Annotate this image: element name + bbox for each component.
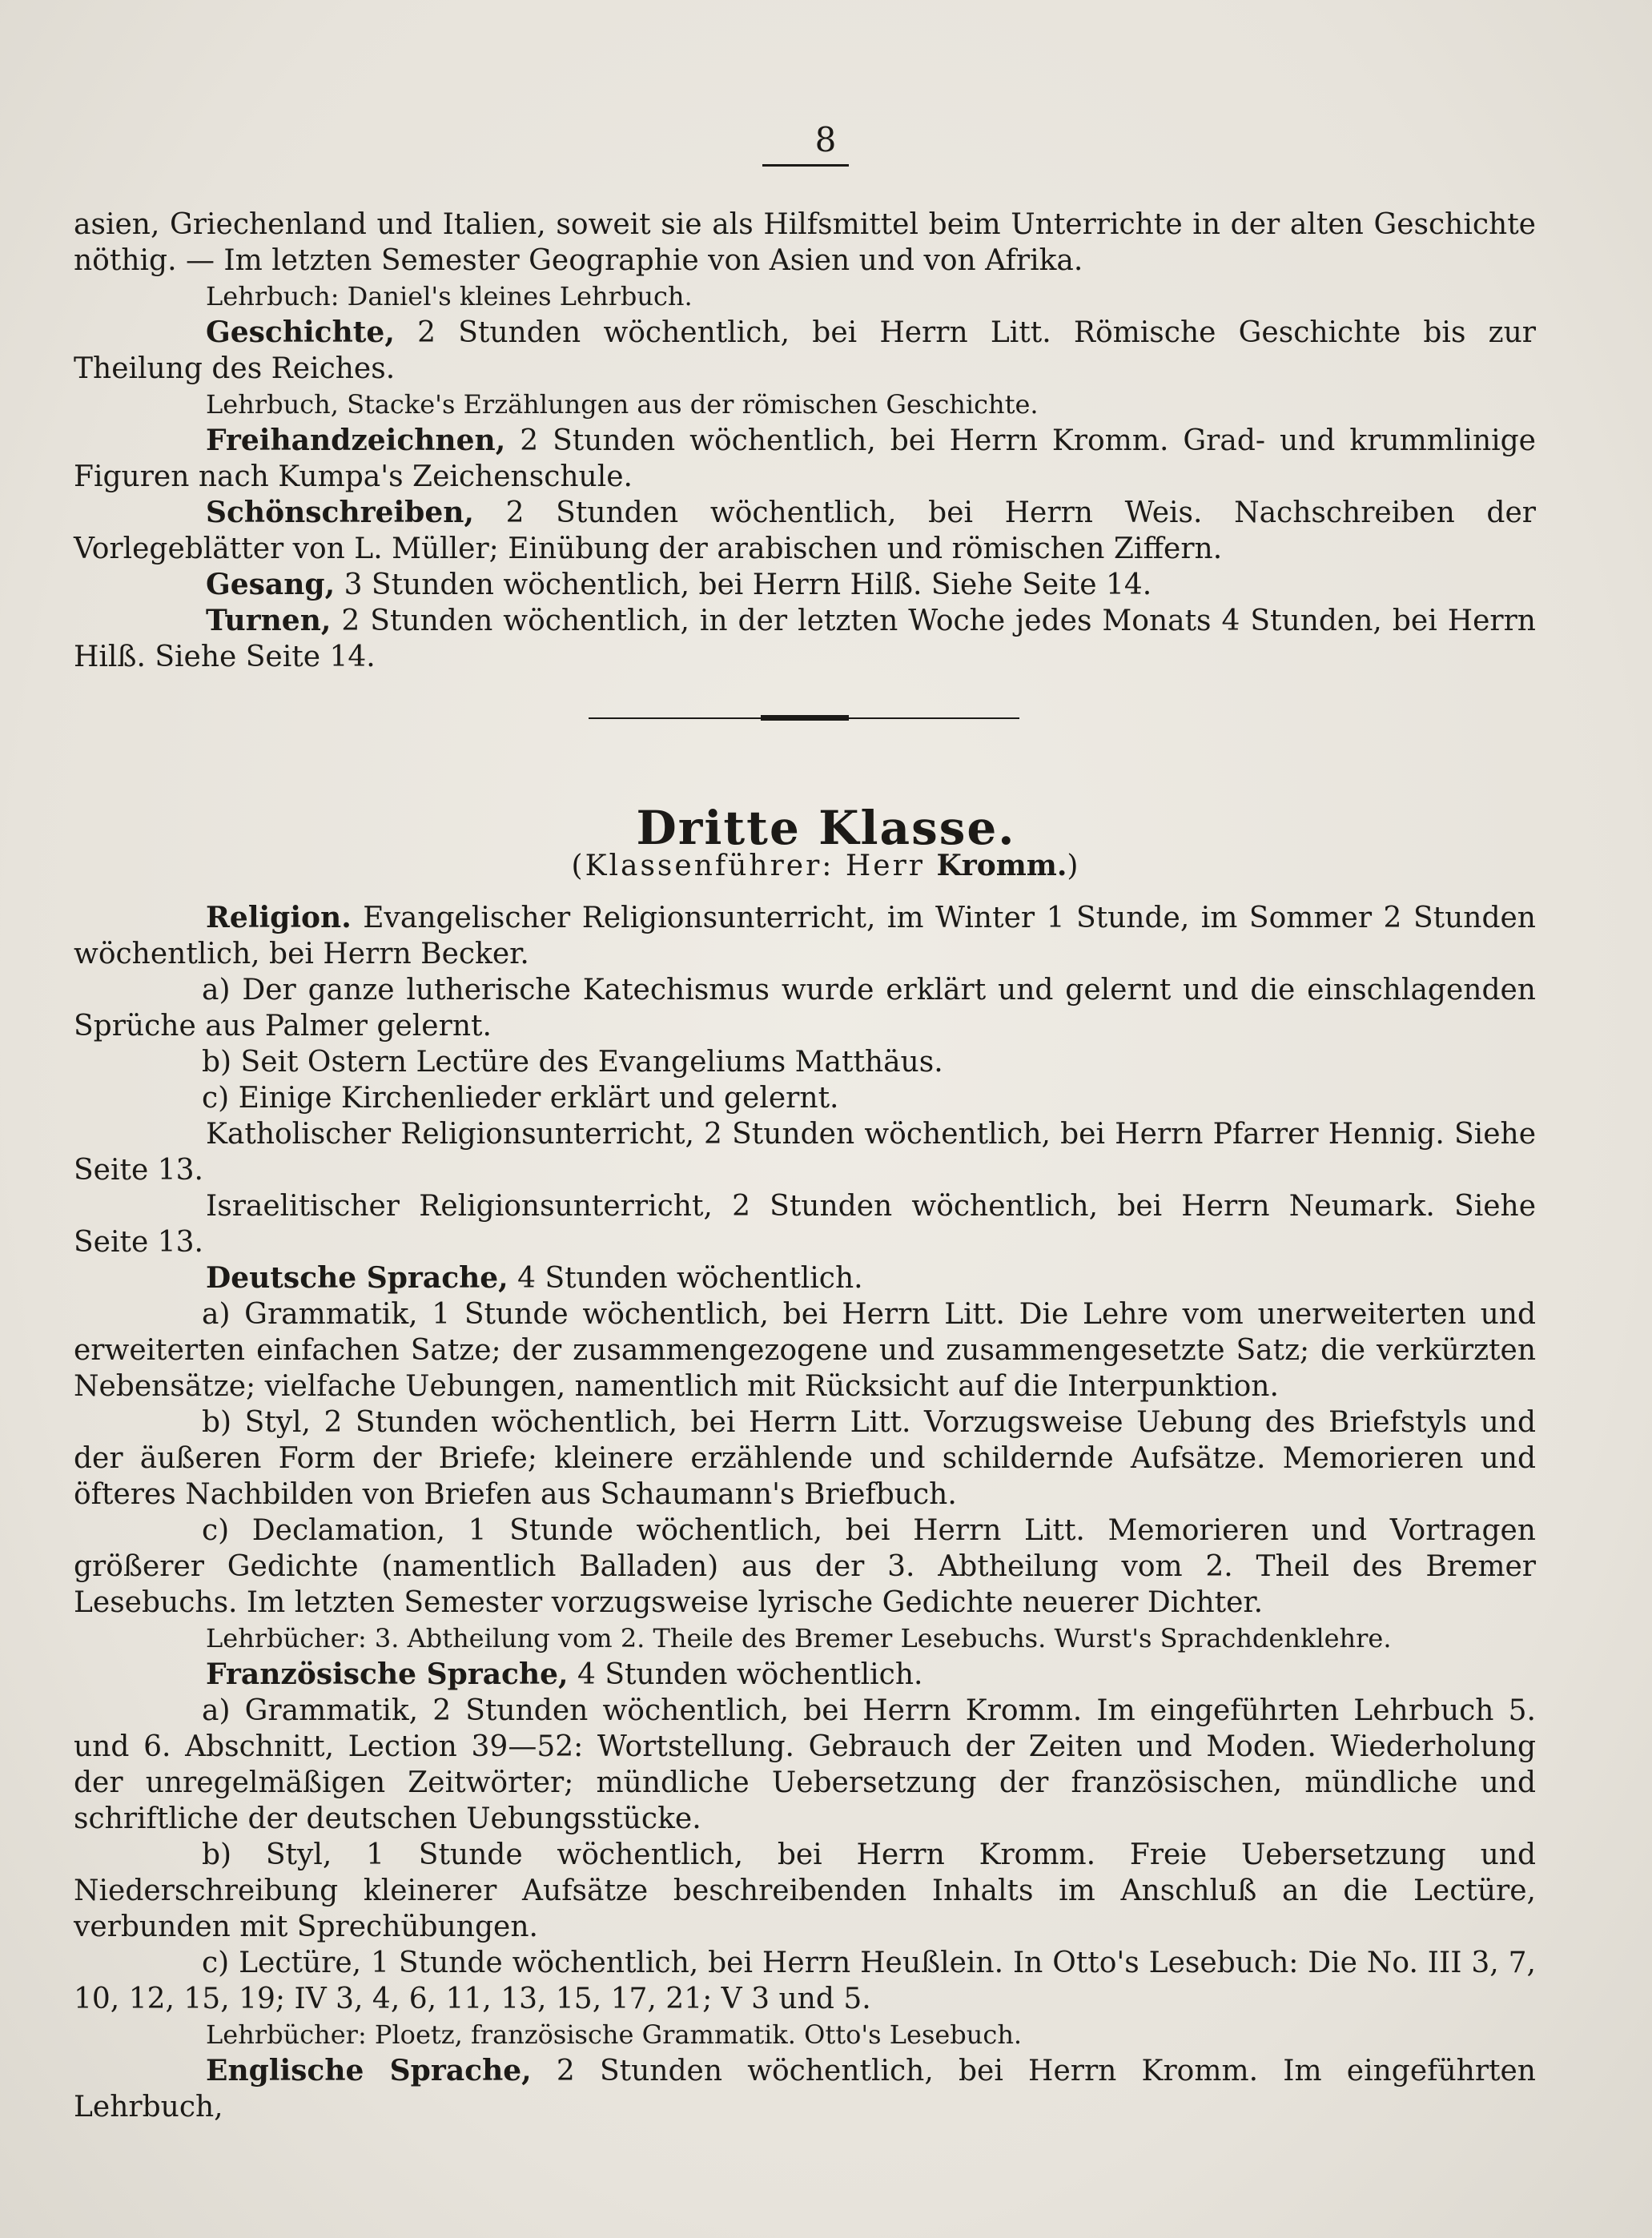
- paragraph-text: 2 Stunden wöchentlich, bei Herrn Litt. Römische Geschichte bis zur Theilung des Reiches.: [74, 316, 1536, 385]
- subject-heading: Religion.: [206, 901, 352, 934]
- paragraph-text: a) Grammatik, 2 Stunden wöchentlich, bei Herrn Kromm. Im eingeführten Lehrbuch 5. und 6. Abschnitt, Lection 39—52: Wortstellung. Gebrauch der Zeiten und Moden. Wiederholung der unregelmäßigen Zeitwörter; mündliche Uebersetzung der französischen, mündliche und schriftliche der deutschen Uebungsstücke.: [74, 1694, 1536, 1835]
- main-text-block: [74, 900, 1536, 2125]
- paragraph-text: Evangelischer Religionsunterricht, im Winter 1 Stunde, im Sommer 2 Stunden wöchentlich, bei Herrn Becker.: [74, 902, 1536, 970]
- paragraph-text: Lehrbücher: Ploetz, französische Grammatik. Otto's Lesebuch.: [206, 2019, 1023, 2050]
- page-number-underline: [762, 164, 849, 167]
- subtitle-suffix: ): [1067, 850, 1081, 882]
- paragraph: [74, 1621, 1536, 1657]
- top-text-block: [74, 207, 1536, 675]
- subject-heading: Turnen,: [206, 604, 332, 637]
- paragraph: [74, 900, 1536, 972]
- subject-heading: Englische Sprache,: [206, 2054, 532, 2087]
- paragraph: [74, 972, 1536, 1044]
- paragraph: [74, 279, 1536, 315]
- subtitle-name: Kromm.: [936, 849, 1067, 882]
- paragraph: [74, 495, 1536, 567]
- subject-heading: Schönschreiben,: [206, 496, 474, 529]
- paragraph: [74, 1945, 1536, 2017]
- paragraph-text: b) Seit Ostern Lectüre des Evangeliums Matthäus.: [202, 1046, 943, 1079]
- paragraph-text: c) Lectüre, 1 Stunde wöchentlich, bei Herrn Heußlein. In Otto's Lesebuch: Die No. III 3, 7, 10, 12, 15, 19; IV 3, 4, 6, 11, 13, 15, 17, 21; V 3 und 5.: [74, 1947, 1536, 2015]
- page-number: 8: [814, 120, 838, 159]
- paragraph: [74, 387, 1536, 423]
- paragraph-text: Lehrbücher: 3. Abtheilung vom 2. Theile des Bremer Lesebuchs. Wurst's Sprachdenklehre.: [206, 1623, 1392, 1653]
- paragraph-text: a) Der ganze lutherische Katechismus wurde erklärt und gelernt und die einschlagenden Sprüche aus Palmer gelernt.: [74, 974, 1536, 1043]
- paragraph-text: c) Einige Kirchenlieder erklärt und gelernt.: [202, 1082, 839, 1115]
- paragraph-text: 2 Stunden wöchentlich, bei Herrn Kromm. Im eingeführten Lehrbuch,: [74, 2055, 1536, 2123]
- paragraph-text: a) Grammatik, 1 Stunde wöchentlich, bei Herrn Litt. Die Lehre vom unerweiterten und erweiterten einfachen Satze; der zusammengezogene und zusammengesetzte Satz; die verkürzten Nebensätze; vielfache Uebungen, namentlich mit Rücksicht auf die Interpunktion.: [74, 1298, 1536, 1403]
- paragraph: [74, 1080, 1536, 1116]
- section-separator-center: [761, 715, 849, 721]
- subject-heading: Deutsche Sprache,: [206, 1261, 508, 1295]
- paragraph: [74, 1260, 1536, 1296]
- paragraph: [74, 207, 1536, 279]
- paragraph-text: 4 Stunden wöchentlich.: [508, 1262, 863, 1295]
- subject-heading: Geschichte,: [206, 315, 395, 349]
- paragraph-text: 3 Stunden wöchentlich, bei Herrn Hilß. Siehe Seite 14.: [335, 569, 1152, 601]
- paragraph: [74, 567, 1536, 603]
- paragraph-text: Lehrbuch, Stacke's Erzählungen aus der römischen Geschichte.: [206, 389, 1039, 420]
- section-title: Dritte Klasse.: [636, 801, 1016, 855]
- paragraph: [74, 423, 1536, 495]
- paragraph: [74, 1296, 1536, 1404]
- section-subtitle: [0, 849, 1652, 882]
- paragraph-text: 2 Stunden wöchentlich, bei Herrn Weis. Nachschreiben der Vorlegeblätter von L. Müller; Einübung der arabischen und römischen Ziffern.: [74, 496, 1536, 565]
- paragraph-text: b) Styl, 1 Stunde wöchentlich, bei Herrn Kromm. Freie Uebersetzung und Niederschreibung kleinerer Aufsätze beschreibenden Inhalts im Anschluß an die Lectüre, verbunden mit Sprechübungen.: [74, 1838, 1536, 1943]
- paragraph-text: b) Styl, 2 Stunden wöchentlich, bei Herrn Litt. Vorzugsweise Uebung des Briefstyls und der äußeren Form der Briefe; kleinere erzählende und schildernde Aufsätze. Memorieren und öfteres Nachbilden von Briefen aus Schaumann's Briefbuch.: [74, 1406, 1536, 1511]
- paragraph-text: Israelitischer Religionsunterricht, 2 Stunden wöchentlich, bei Herrn Neumark. Siehe Seite 13.: [74, 1190, 1536, 1259]
- paragraph: [74, 1044, 1536, 1080]
- subject-heading: Gesang,: [206, 568, 336, 601]
- paragraph: [74, 1404, 1536, 1513]
- paragraph: [74, 1657, 1536, 1693]
- paragraph: [74, 315, 1536, 387]
- paragraph: [74, 1188, 1536, 1260]
- paragraph: [74, 2017, 1536, 2053]
- paragraph-text: 2 Stunden wöchentlich, in der letzten Woche jedes Monats 4 Stunden, bei Herrn Hilß. Siehe Seite 14.: [74, 605, 1536, 673]
- paragraph-text: c) Declamation, 1 Stunde wöchentlich, bei Herrn Litt. Memorieren und Vortragen größerer Gedichte (namentlich Balladen) aus der 3. Abtheilung vom 2. Theil des Bremer Lesebuchs. Im letzten Semester vorzugsweise lyrische Gedichte neuerer Dichter.: [74, 1514, 1536, 1619]
- paragraph-text: 4 Stunden wöchentlich.: [568, 1658, 923, 1691]
- paragraph: [74, 2053, 1536, 2125]
- paragraph: [74, 603, 1536, 675]
- paragraph: [74, 1837, 1536, 1945]
- paragraph: [74, 1513, 1536, 1621]
- paragraph: [74, 1693, 1536, 1837]
- paragraph-text: asien, Griechenland und Italien, soweit sie als Hilfsmittel beim Unterrichte in der alten Geschichte nöthig. — Im letzten Semester Geographie von Asien und von Afrika.: [74, 208, 1536, 277]
- paragraph-text: Lehrbuch: Daniel's kleines Lehrbuch.: [206, 281, 693, 311]
- subject-heading: Freihandzeichnen,: [206, 424, 506, 457]
- paragraph: [74, 1116, 1536, 1188]
- paragraph-text: Katholischer Religionsunterricht, 2 Stunden wöchentlich, bei Herrn Pfarrer Hennig. Siehe Seite 13.: [74, 1118, 1536, 1187]
- paragraph-text: 2 Stunden wöchentlich, bei Herrn Kromm. Grad- und krummlinige Figuren nach Kumpa's Zeichenschule.: [74, 424, 1536, 493]
- subtitle-prefix: (Klassenführer: Herr: [571, 850, 937, 882]
- subject-heading: Französische Sprache,: [206, 1657, 569, 1691]
